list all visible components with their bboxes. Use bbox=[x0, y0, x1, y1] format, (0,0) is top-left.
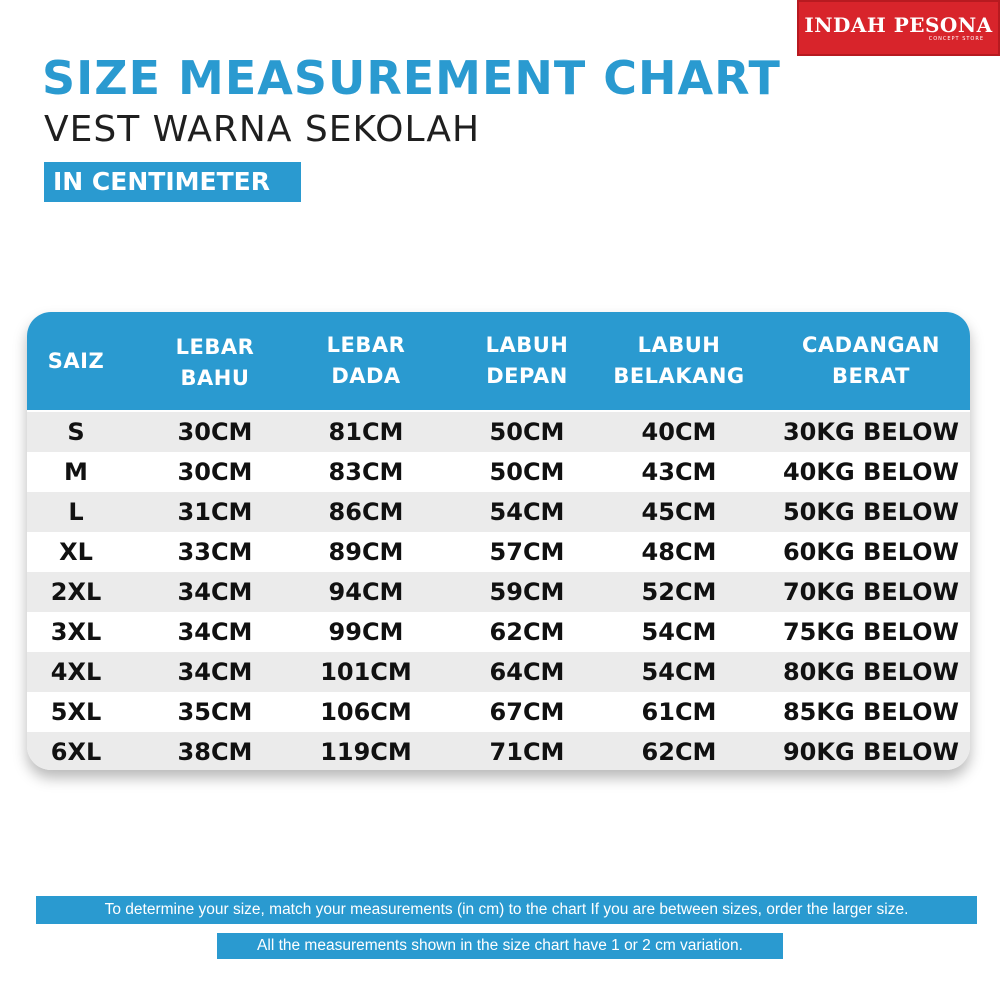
cell-lebar-dada: 119CM bbox=[320, 738, 412, 766]
cell-lebar-dada: 94CM bbox=[328, 578, 404, 606]
brand-logo bbox=[797, 0, 1000, 56]
cell-saiz: M bbox=[64, 458, 88, 486]
cell-cadangan-berat: 90KG BELOW bbox=[782, 738, 960, 766]
brand-tagline: CONCEPT STORE bbox=[928, 36, 984, 42]
cell-labuh-belakang: 48CM bbox=[641, 538, 717, 566]
table-row bbox=[27, 732, 970, 770]
cell-cadangan-berat: 50KG BELOW bbox=[782, 498, 960, 526]
cell-lebar-dada: 106CM bbox=[320, 698, 412, 726]
cell-saiz: L bbox=[68, 498, 84, 526]
cell-saiz: S bbox=[67, 418, 85, 446]
size-guide-note: To determine your size, match your measurements (in cm) to the chart If you are between sizes, order the larger size. bbox=[36, 896, 977, 924]
column-header-saiz: SAIZ bbox=[47, 348, 105, 373]
cell-lebar-bahu: 33CM bbox=[177, 538, 253, 566]
cell-lebar-bahu: 34CM bbox=[177, 618, 253, 646]
cell-lebar-dada: 81CM bbox=[328, 418, 404, 446]
table-header bbox=[27, 312, 970, 410]
cell-cadangan-berat: 80KG BELOW bbox=[782, 658, 960, 686]
size-table bbox=[27, 312, 970, 770]
table-row bbox=[27, 612, 970, 652]
cell-lebar-dada: 86CM bbox=[328, 498, 404, 526]
cell-lebar-bahu: 30CM bbox=[177, 418, 253, 446]
cell-cadangan-berat: 40KG BELOW bbox=[782, 458, 960, 486]
table-row bbox=[27, 412, 970, 452]
cell-labuh-depan: 57CM bbox=[489, 538, 565, 566]
cell-lebar-dada: 83CM bbox=[328, 458, 404, 486]
cell-lebar-dada: 89CM bbox=[328, 538, 404, 566]
cell-saiz: XL bbox=[59, 538, 93, 566]
table-row bbox=[27, 492, 970, 532]
cell-lebar-bahu: 35CM bbox=[177, 698, 253, 726]
column-header-labuh-belakang: LABUH BELAKANG bbox=[613, 333, 745, 388]
column-header-lebar-dada: LEBAR DADA bbox=[326, 333, 406, 388]
cell-saiz: 5XL bbox=[50, 698, 102, 726]
cell-labuh-depan: 62CM bbox=[489, 618, 565, 646]
table-row bbox=[27, 532, 970, 572]
cell-lebar-bahu: 38CM bbox=[177, 738, 253, 766]
cell-cadangan-berat: 30KG BELOW bbox=[782, 418, 960, 446]
table-row bbox=[27, 692, 970, 732]
cell-labuh-belakang: 54CM bbox=[641, 658, 717, 686]
unit-badge: IN CENTIMETER bbox=[44, 162, 301, 202]
cell-labuh-depan: 71CM bbox=[489, 738, 565, 766]
column-header-cadangan-berat: CADANGAN BERAT bbox=[802, 333, 940, 388]
variation-note: All the measurements shown in the size chart have 1 or 2 cm variation. bbox=[217, 933, 783, 959]
table-row bbox=[27, 572, 970, 612]
cell-labuh-belakang: 62CM bbox=[641, 738, 717, 766]
page-title: SIZE MEASUREMENT CHART bbox=[42, 51, 781, 105]
cell-labuh-belakang: 45CM bbox=[641, 498, 717, 526]
cell-labuh-depan: 67CM bbox=[489, 698, 565, 726]
cell-saiz: 2XL bbox=[50, 578, 102, 606]
brand-name: INDAH PESONA bbox=[804, 13, 993, 37]
cell-lebar-bahu: 34CM bbox=[177, 658, 253, 686]
cell-labuh-depan: 64CM bbox=[489, 658, 565, 686]
cell-lebar-dada: 99CM bbox=[328, 618, 404, 646]
cell-cadangan-berat: 85KG BELOW bbox=[782, 698, 960, 726]
cell-cadangan-berat: 60KG BELOW bbox=[782, 538, 960, 566]
cell-cadangan-berat: 75KG BELOW bbox=[782, 618, 960, 646]
cell-saiz: 3XL bbox=[50, 618, 102, 646]
cell-lebar-bahu: 31CM bbox=[177, 498, 253, 526]
cell-lebar-bahu: 30CM bbox=[177, 458, 253, 486]
table-row bbox=[27, 652, 970, 692]
column-header-lebar-bahu: LEBAR BAHU bbox=[175, 335, 255, 390]
cell-saiz: 6XL bbox=[50, 738, 102, 766]
cell-labuh-belakang: 54CM bbox=[641, 618, 717, 646]
table-row bbox=[27, 452, 970, 492]
cell-labuh-depan: 54CM bbox=[489, 498, 565, 526]
cell-lebar-bahu: 34CM bbox=[177, 578, 253, 606]
page-subtitle: VEST WARNA SEKOLAH bbox=[44, 109, 481, 150]
cell-labuh-depan: 59CM bbox=[489, 578, 565, 606]
cell-labuh-depan: 50CM bbox=[489, 458, 565, 486]
column-header-labuh-depan: LABUH DEPAN bbox=[485, 333, 569, 388]
cell-cadangan-berat: 70KG BELOW bbox=[782, 578, 960, 606]
cell-labuh-belakang: 61CM bbox=[641, 698, 717, 726]
cell-labuh-belakang: 52CM bbox=[641, 578, 717, 606]
cell-labuh-belakang: 40CM bbox=[641, 418, 717, 446]
cell-saiz: 4XL bbox=[50, 658, 102, 686]
cell-lebar-dada: 101CM bbox=[320, 658, 412, 686]
cell-labuh-depan: 50CM bbox=[489, 418, 565, 446]
cell-labuh-belakang: 43CM bbox=[641, 458, 717, 486]
